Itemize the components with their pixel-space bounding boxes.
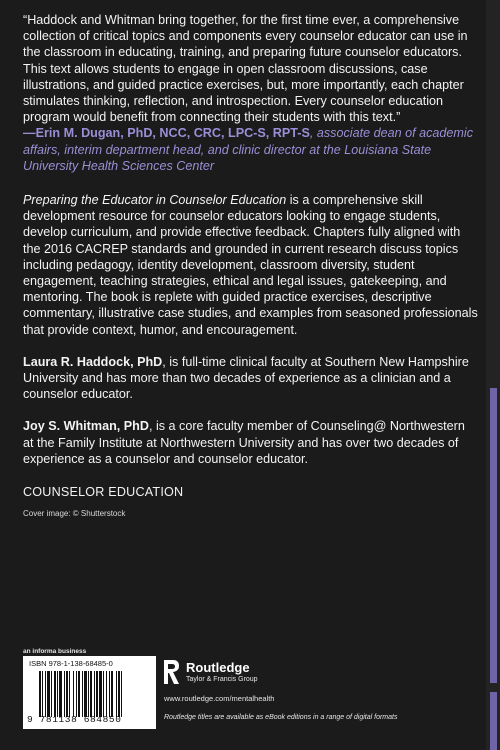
publisher-name: Routledge (186, 660, 250, 675)
publisher-group: Taylor & Francis Group (186, 676, 258, 683)
author-name-1: Laura R. Haddock, PhD (23, 354, 163, 369)
barcode-stripe (84, 671, 87, 717)
endorser-name: —Erin M. Dugan, PhD, NCC, CRC, LPC-S, RPT-S (23, 126, 310, 141)
barcode-stripe (45, 671, 46, 717)
barcode-stripe (69, 671, 70, 717)
isbn-label: ISBN 978-1-138-68485-0 (29, 659, 113, 668)
subject-category: COUNSELOR EDUCATION (23, 485, 184, 500)
barcode-stripe (54, 671, 56, 717)
endorsement-quote: “Haddock and Whitman bring together, for the first time ever, a comprehensive collection of critical topics and components every counselor educator can use in the classroom in educating, training, and preparing future counselor educators. This text allows students to engage in open classroom discussions, case illustrations, and guided practice exercises, but, more importantly, each chapter stimulates thinking, reflection, and introspection. Every counselor education program would benefit from connecting their students with this text.” (23, 13, 468, 125)
barcode-stripe (121, 671, 122, 717)
barcode-stripe (103, 671, 104, 717)
barcode-stripe (59, 671, 62, 717)
barcode-stripe (51, 671, 52, 717)
author-name-2: Joy S. Whitman, PhD (23, 419, 149, 434)
barcode-stripe (106, 671, 107, 717)
book-title: Preparing the Educator in Counselor Education (23, 193, 287, 208)
cover-text (23, 12, 478, 518)
barcode-stripe (111, 671, 113, 717)
barcode-stripe (116, 671, 117, 717)
barcode-stripe (82, 671, 83, 717)
barcode-stripe (76, 671, 77, 717)
barcode (23, 656, 156, 729)
description-text: is a comprehensive skill development resource for counselor educators looking to engage students, develop curriculum, and provide effective feedback. Chapters fully aligned with the 2016 CACREP standards and grounded in current research discuss topics including pedagogy, identity development, classroom diversity, student engagement, teaching strategies, ethical and legal issues, gatekeeping, and mentoring. The book is replete with guided practice exercises, descriptive commentary, illustrative case studies, and examples from seasoned professionals that provide context, humor, and encouragement. (23, 193, 478, 337)
book-description (23, 192, 478, 338)
spine-accent-bar-lower (490, 692, 497, 750)
author-bio-2 (23, 418, 478, 467)
ebook-note: Routledge titles are available as eBook editions in a range of digital formats (164, 714, 398, 721)
barcode-stripe (118, 671, 120, 717)
barcode-stripe (109, 671, 110, 717)
cover-credit: Cover image: © Shutterstock (23, 509, 126, 519)
endorser-role: , associate dean of academic affairs, interim department head, and clinic director at the Louisiana State University Health Sciences Center (23, 126, 473, 173)
barcode-stripe (42, 671, 43, 717)
routledge-logo-icon (162, 659, 180, 685)
barcode-stripe (94, 671, 95, 717)
barcode-stripe (78, 671, 80, 717)
barcode-stripe (88, 671, 89, 717)
barcode-stripe (39, 671, 41, 717)
barcode-stripe (99, 671, 102, 717)
spine-accent-bar (490, 388, 497, 683)
author-bio-1 (23, 354, 478, 403)
barcode-stripe (73, 671, 74, 717)
barcode-stripe (96, 671, 98, 717)
publisher-url[interactable]: www.routledge.com/mentalhealth (164, 694, 275, 703)
endorsement-attribution (23, 125, 478, 174)
barcode-stripe (90, 671, 92, 717)
barcode-stripe (66, 671, 68, 717)
barcode-number: 9 781138 684850 (27, 714, 122, 725)
barcode-stripe (57, 671, 58, 717)
barcode-stripe (47, 671, 50, 717)
informa-tagline: an informa business (23, 648, 87, 655)
author-text-2: , is a core faculty member of Counseling@ Northwestern at the Family Institute at Northwestern University and has over two decades of experience as a counselor and counselor educator. (23, 419, 465, 466)
barcode-bars (39, 671, 151, 717)
author-text-1: , is full-time clinical faculty at Southern New Hampshire University and has more than two decades of experience as a clinician and a counselor educator. (23, 354, 469, 402)
barcode-stripe (64, 671, 65, 717)
